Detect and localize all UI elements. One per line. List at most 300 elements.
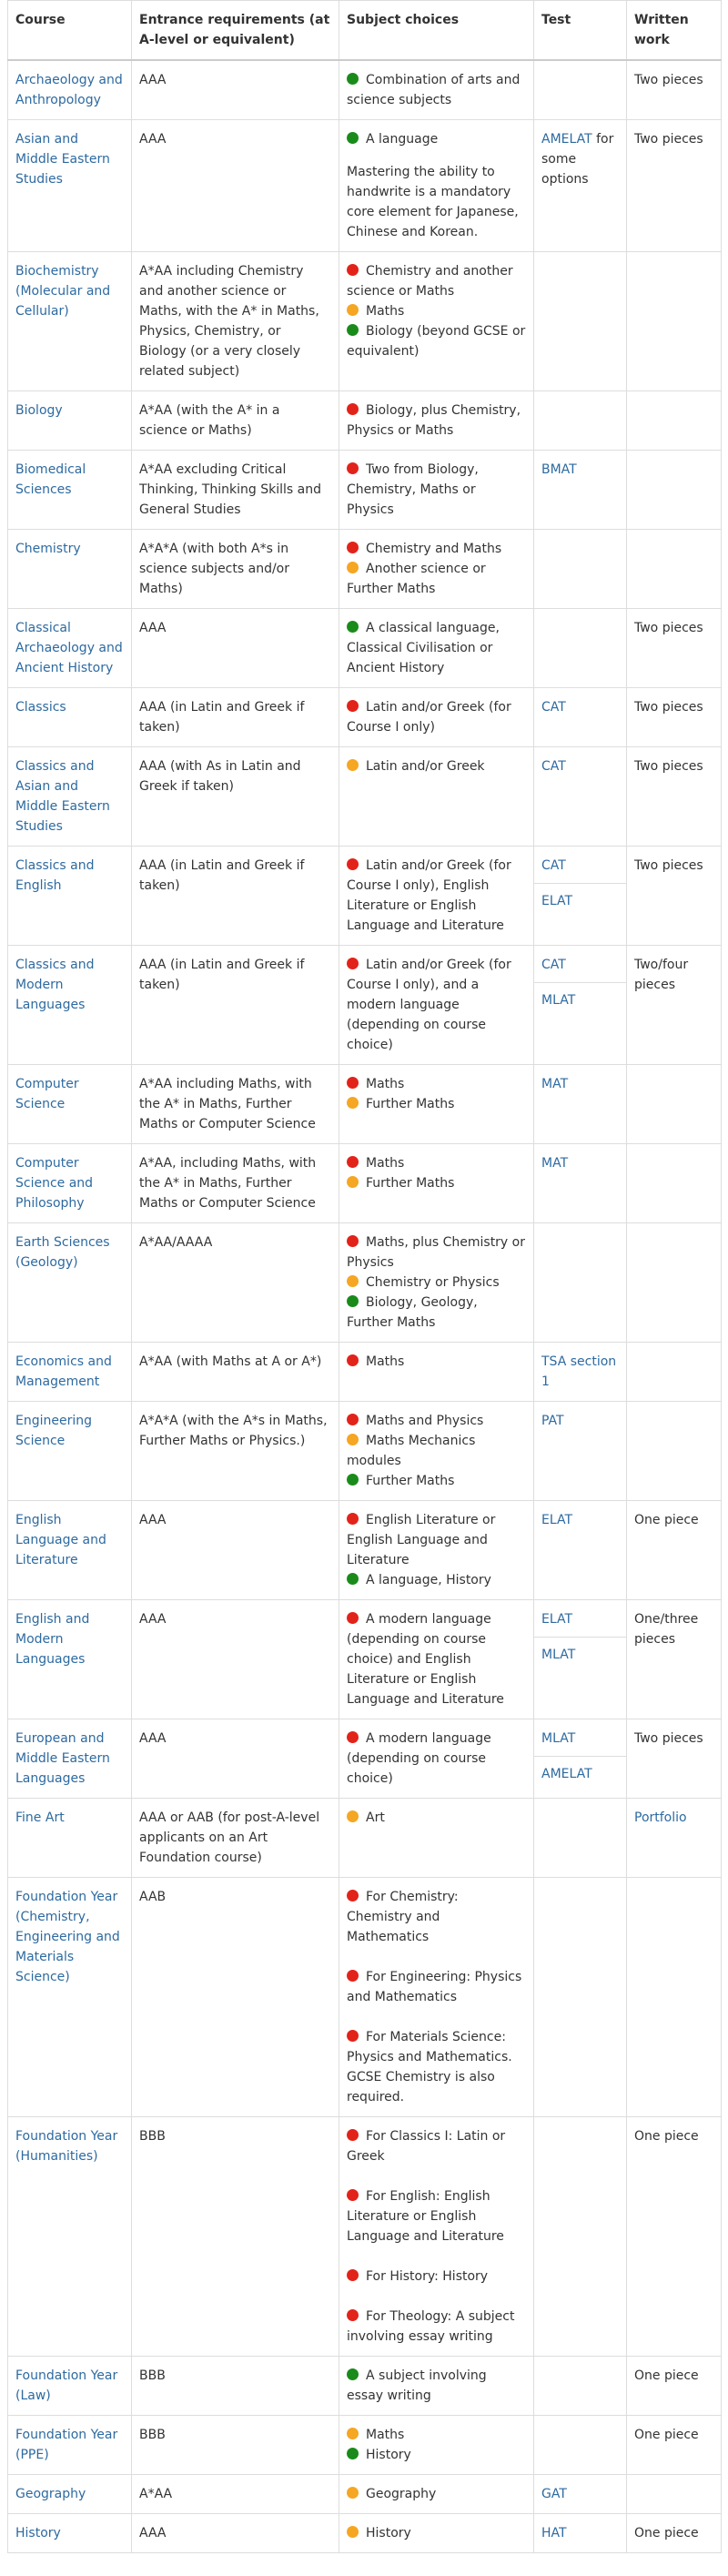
table-row [8,451,722,530]
course-cell [8,747,132,847]
subject-choice [347,70,526,110]
written-work-cell [627,1144,722,1223]
test-cell [534,847,627,946]
test-cell [534,2117,627,2357]
test-link[interactable]: ELAT [541,894,573,908]
subject-choice-text: Maths, plus Chemistry or Physics [347,1235,525,1270]
red-dot-icon [347,1077,359,1089]
red-dot-icon [347,1414,359,1425]
test-link[interactable]: MLAT [541,1731,576,1746]
written-work-cell [627,252,722,391]
subject-choice-text: For Chemistry: Chemistry and Mathematics [347,1890,459,1944]
subject-choice [347,129,526,149]
subject-choice-text: For Materials Science: Physics and Mathematics. GCSE Chemistry is also required. [347,2030,512,2104]
table-row [8,609,722,688]
red-dot-icon [347,2269,359,2281]
course-cell [8,1878,132,2117]
test-link[interactable]: MLAT [541,993,576,1008]
amber-dot-icon [347,304,359,316]
red-dot-icon [347,2030,359,2042]
written-work-text: Two pieces [634,759,703,774]
written-work-cell [627,1223,722,1343]
test-link[interactable]: BMAT [541,462,577,477]
written-work-cell [627,688,722,747]
green-dot-icon [347,621,359,633]
written-work-cell [627,1402,722,1501]
subject-choices-cell [339,1600,534,1719]
written-work-cell [627,1343,722,1402]
subject-choice [347,1510,526,1570]
table-row [8,530,722,609]
subject-choice [347,2366,526,2406]
test-cell [534,747,627,847]
course-cell [8,1343,132,1402]
written-work-cell [627,451,722,530]
subject-choice-text: Further Maths [366,1474,455,1488]
written-work-text: One piece [634,2428,699,2442]
subject-choice-text: History [366,2526,411,2541]
header-course: Course [8,1,132,61]
subject-choice [347,1094,526,1114]
amber-dot-icon [347,1176,359,1188]
test-link[interactable]: ELAT [541,1513,573,1527]
subject-choice [347,1173,526,1193]
course-link[interactable]: Foundation Year (Humanities) [15,2129,118,2164]
table-row [8,2357,722,2416]
subject-choice [347,2445,526,2465]
written-work-cell [627,60,722,120]
courses-table [7,0,722,2553]
test-link[interactable]: CAT [541,958,566,972]
course-link[interactable]: Classics and English [15,858,95,893]
written-work-cell [627,2357,722,2416]
entrance-requirements-cell: AAA or AAB (for post-A-level applicants on an Art Foundation course) [132,1799,339,1878]
test-link[interactable]: MLAT [541,1648,576,1662]
subject-choices-cell [339,60,534,120]
subject-choice-text: Maths [366,1156,405,1171]
subject-choice-text: Biology (beyond GCSE or equivalent) [347,324,526,359]
table-row [8,1799,722,1878]
course-cell [8,120,132,252]
subject-choice-text: Latin and/or Greek (for Course I only), English Literature or English Language and Literature [347,858,511,933]
course-link[interactable]: English Language and Literature [15,1513,106,1567]
subject-choice-text: Further Maths [366,1176,455,1191]
subject-choice [347,1570,526,1590]
subject-choice-text: A subject involving essay writing [347,2368,487,2403]
course-cell [8,391,132,451]
subject-choice [347,756,526,776]
entrance-requirements-cell: AAA (in Latin and Greek if taken) [132,688,339,747]
test-cell [534,1402,627,1501]
course-link[interactable]: Biochemistry (Molecular and Cellular) [15,264,111,319]
subject-choice-text: Another science or Further Maths [347,562,486,596]
subject-choices-cell [339,1402,534,1501]
green-dot-icon [347,132,359,144]
subject-choice [347,1887,526,1947]
subject-choices-cell [339,451,534,530]
red-dot-icon [347,1156,359,1168]
subject-choice-text: Art [366,1810,385,1825]
subject-choice-text: Geography [366,2487,437,2501]
written-work-cell [627,1719,722,1799]
green-dot-icon [347,2448,359,2459]
course-cell [8,609,132,688]
subject-choice [347,2523,526,2543]
test-cell [534,2357,627,2416]
test-cell [534,1343,627,1402]
red-dot-icon [347,542,359,553]
written-work-text: One piece [634,2526,699,2541]
subject-choice-text: English Literature or English Language and Literature [347,1513,496,1567]
course-cell [8,1402,132,1501]
course-cell [8,2117,132,2357]
course-link[interactable]: Foundation Year (PPE) [15,2428,118,2462]
entrance-requirements-cell: A*AA [132,2475,339,2514]
amber-dot-icon [347,1275,359,1287]
written-work-cell [627,1501,722,1600]
subject-choice-text: For Classics I: Latin or Greek [347,2129,506,2164]
subject-choice-text: A modern language (depending on course choice) [347,1731,491,1786]
subject-choices-cell [339,1144,534,1223]
written-work-link[interactable]: Portfolio [634,1810,687,1825]
subject-choice-text: A modern language (depending on course choice) and English Literature or English Language and Literature [347,1612,504,1707]
subject-choice [347,1729,526,1789]
written-work-text: Two pieces [634,858,703,873]
subject-choice-text: Latin and/or Greek [366,759,485,774]
green-dot-icon [347,324,359,336]
written-work-cell [627,2117,722,2357]
subject-choice-text: Biology, plus Chemistry, Physics or Maths [347,403,521,438]
subject-choice-text: Combination of arts and science subjects [347,73,521,107]
subject-choice-text: A classical language, Classical Civilisation or Ancient History [347,621,500,675]
course-link[interactable]: Biomedical Sciences [15,462,86,497]
test-cell [534,530,627,609]
subject-choice [347,539,526,559]
course-cell [8,1501,132,1600]
subject-choices-cell [339,688,534,747]
table-row [8,2514,722,2553]
written-work-cell [627,1065,722,1144]
written-work-text: One piece [634,2368,699,2383]
table-row [8,946,722,1065]
amber-dot-icon [347,1097,359,1109]
entrance-requirements-cell: AAA (in Latin and Greek if taken) [132,847,339,946]
subject-choices-cell [339,1799,534,1878]
subject-choices-cell [339,2117,534,2357]
test-cell [534,451,627,530]
course-link[interactable]: Foundation Year (Law) [15,2368,118,2403]
subject-choice-text: Maths [366,304,405,319]
subject-choices-cell [339,747,534,847]
test-cell [534,1501,627,1600]
course-link[interactable]: Classical Archaeology and Ancient History [15,621,123,675]
subject-choice-text: History [366,2448,411,2462]
test-link[interactable]: TSA section 1 [541,1354,617,1389]
course-link[interactable]: Classics [15,700,66,715]
subject-choice [347,460,526,520]
subject-choice [347,321,526,361]
subject-choice-text: Maths and Physics [366,1414,484,1428]
red-dot-icon [347,264,359,276]
table-header-row [8,1,722,61]
green-dot-icon [347,1573,359,1585]
amber-dot-icon [347,562,359,573]
subject-choice [347,1232,526,1273]
written-work-text: One piece [634,2129,699,2144]
course-cell [8,2357,132,2416]
written-work-cell [627,747,722,847]
subject-choice [347,1293,526,1333]
subject-choice [347,1431,526,1471]
subject-choice-text: Chemistry and Maths [366,542,502,556]
table-row [8,252,722,391]
written-work-text: One piece [634,1513,699,1527]
test-cell [534,1144,627,1223]
course-link[interactable]: Classics and Asian and Middle Eastern Studies [15,759,110,834]
test-link[interactable]: CAT [541,759,566,774]
subject-choice-text: For Engineering: Physics and Mathematics [347,1970,522,2004]
test-link[interactable]: AMELAT [541,132,592,147]
subject-choice-text: For English: English Literature or English Language and Literature [347,2189,504,2244]
course-link[interactable]: Geography [15,2487,86,2501]
test-link[interactable]: MAT [541,1077,569,1091]
test-link[interactable]: MAT [541,1156,569,1171]
entrance-requirements-cell: AAA [132,1501,339,1600]
course-link[interactable]: History [15,2526,61,2541]
test-cell [534,2416,627,2475]
test-cell [534,2514,627,2553]
written-work-text: One/three pieces [634,1612,699,1647]
test-cell [534,391,627,451]
course-link[interactable]: Computer Science and Philosophy [15,1156,94,1211]
entrance-requirements-cell: A*AA including Maths, with the A* in Maths, Further Maths or Computer Science [132,1065,339,1144]
table-row [8,1501,722,1600]
subject-choices-cell [339,946,534,1065]
red-dot-icon [347,1235,359,1247]
test-link[interactable]: CAT [541,858,566,873]
test-cell [534,1878,627,2117]
subject-choice [347,1471,526,1491]
green-dot-icon [347,73,359,85]
subject-choice [347,401,526,441]
test-cell [534,1719,627,1799]
subject-choices-cell [339,2416,534,2475]
written-work-cell [627,847,722,946]
table-row [8,688,722,747]
subject-choices-cell [339,609,534,688]
written-work-cell [627,1600,722,1719]
red-dot-icon [347,1731,359,1743]
test-cell [534,60,627,120]
subject-choice [347,856,526,936]
written-work-text: Two pieces [634,1731,703,1746]
header-entrance-requirements: Entrance requirements (at A-level or equivalent) [132,1,339,61]
test-cell [534,1223,627,1343]
course-link[interactable]: Chemistry [15,542,81,556]
course-link[interactable]: Biology [15,403,63,418]
subject-choice [347,1074,526,1094]
course-link[interactable]: Classics and Modern Languages [15,958,95,1012]
amber-dot-icon [347,1434,359,1445]
subject-choice [347,2027,526,2107]
red-dot-icon [347,1513,359,1525]
course-cell [8,2416,132,2475]
table-row [8,120,722,252]
subject-choice-text: A language [366,132,439,147]
subject-choices-cell [339,120,534,252]
test-link[interactable]: ELAT [541,1612,573,1627]
course-cell [8,946,132,1065]
red-dot-icon [347,2189,359,2201]
amber-dot-icon [347,2526,359,2538]
subject-choice [347,697,526,737]
entrance-requirements-cell: AAA [132,60,339,120]
entrance-requirements-cell: BBB [132,2416,339,2475]
test-link[interactable]: PAT [541,1414,564,1428]
course-cell [8,1799,132,1878]
table-row [8,847,722,946]
test-link[interactable]: AMELAT [541,1767,592,1781]
course-cell [8,1600,132,1719]
course-link[interactable]: Computer Science [15,1077,79,1111]
table-row [8,1600,722,1719]
entrance-requirements-cell: AAA [132,609,339,688]
green-dot-icon [347,2368,359,2380]
course-link[interactable]: Archaeology and Anthropology [15,73,123,107]
subject-choice-text: Maths [366,1354,405,1369]
subject-choice [347,618,526,678]
red-dot-icon [347,700,359,712]
green-dot-icon [347,1474,359,1486]
subject-choices-cell [339,1223,534,1343]
written-work-cell [627,530,722,609]
red-dot-icon [347,1612,359,1624]
subject-choice-text: A language, History [366,1573,491,1587]
subject-choices-cell [339,391,534,451]
red-dot-icon [347,2309,359,2321]
red-dot-icon [347,1354,359,1366]
course-link[interactable]: Fine Art [15,1810,65,1825]
course-cell [8,2514,132,2553]
red-dot-icon [347,462,359,474]
subject-choice [347,1273,526,1293]
subject-choice-text: Two from Biology, Chemistry, Maths or Physics [347,462,479,517]
entrance-requirements-cell: A*A*A (with both A*s in science subjects and/or Maths) [132,530,339,609]
subject-choices-cell [339,1065,534,1144]
written-work-text: Two pieces [634,73,703,87]
course-link[interactable]: Asian and Middle Eastern Studies [15,132,110,187]
table-row [8,2416,722,2475]
test-cell [534,1065,627,1144]
course-link[interactable]: Economics and Management [15,1354,112,1389]
test-cell [534,120,627,252]
course-link[interactable]: Engineering Science [15,1414,92,1448]
course-link[interactable]: English and Modern Languages [15,1612,90,1667]
entrance-requirements-cell: A*AA (with the A* in a science or Maths) [132,391,339,451]
written-work-cell [627,2514,722,2553]
test-link[interactable]: CAT [541,700,566,715]
course-cell [8,1065,132,1144]
amber-dot-icon [347,759,359,771]
course-cell [8,252,132,391]
course-cell [8,1223,132,1343]
header-test: Test [534,1,627,61]
subject-choice [347,261,526,301]
course-cell [8,2475,132,2514]
table-row [8,391,722,451]
subject-choice [347,2425,526,2445]
test-link[interactable]: GAT [541,2487,567,2501]
written-work-text: Two/four pieces [634,958,689,992]
written-work-cell [627,391,722,451]
subject-choice-text: Latin and/or Greek (for Course I only) [347,700,511,735]
written-work-text: Two pieces [634,700,703,715]
test-link[interactable]: HAT [541,2526,567,2541]
subject-choice-text: Further Maths [366,1097,455,1111]
entrance-requirements-cell: BBB [132,2117,339,2357]
entrance-requirements-cell: AAB [132,1878,339,2117]
amber-dot-icon [347,1810,359,1822]
subject-choices-cell [339,2475,534,2514]
subject-choices-cell [339,847,534,946]
table-row [8,1343,722,1402]
table-row [8,2475,722,2514]
table-row [8,1719,722,1799]
course-link[interactable]: Earth Sciences (Geology) [15,1235,110,1270]
subject-note: Mastering the ability to handwrite is a mandatory core element for Japanese, Chinese and Korean. [347,165,519,239]
subject-choice-text: Maths Mechanics modules [347,1434,476,1468]
course-cell [8,847,132,946]
red-dot-icon [347,1970,359,1982]
subject-choice [347,1808,526,1828]
subject-choice [347,2267,526,2287]
test-cell [534,688,627,747]
written-work-cell [627,1878,722,2117]
entrance-requirements-cell: A*AA (with Maths at A or A*) [132,1343,339,1402]
entrance-requirements-cell: A*AA/AAAA [132,1223,339,1343]
test-cell [534,946,627,1065]
test-cell [534,1799,627,1878]
subject-choices-cell [339,530,534,609]
subject-choice-text: Biology, Geology, Further Maths [347,1295,478,1330]
subject-choices-cell [339,252,534,391]
table-row [8,1402,722,1501]
entrance-requirements-cell: A*AA including Chemistry and another science or Maths, with the A* in Maths, Physics, Chemistry, or Biology (or a very closely related subject) [132,252,339,391]
subject-choice [347,955,526,1055]
course-cell [8,530,132,609]
subject-choice [347,301,526,321]
entrance-requirements-cell: AAA [132,1600,339,1719]
course-link[interactable]: Foundation Year (Chemistry, Engineering and Materials Science) [15,1890,120,1984]
table-body [8,60,722,2553]
written-work-cell [627,609,722,688]
amber-dot-icon [347,2487,359,2499]
table-row [8,1223,722,1343]
course-cell [8,451,132,530]
subject-choice-text: Maths [366,1077,405,1091]
subject-choice [347,1153,526,1173]
test-cell [534,609,627,688]
table-row [8,60,722,120]
red-dot-icon [347,1890,359,1902]
test-cell [534,252,627,391]
red-dot-icon [347,858,359,870]
subject-choices-cell [339,2514,534,2553]
header-subject-choices: Subject choices [339,1,534,61]
course-link[interactable]: European and Middle Eastern Languages [15,1731,110,1786]
test-cell [534,2475,627,2514]
subject-choice [347,1411,526,1431]
